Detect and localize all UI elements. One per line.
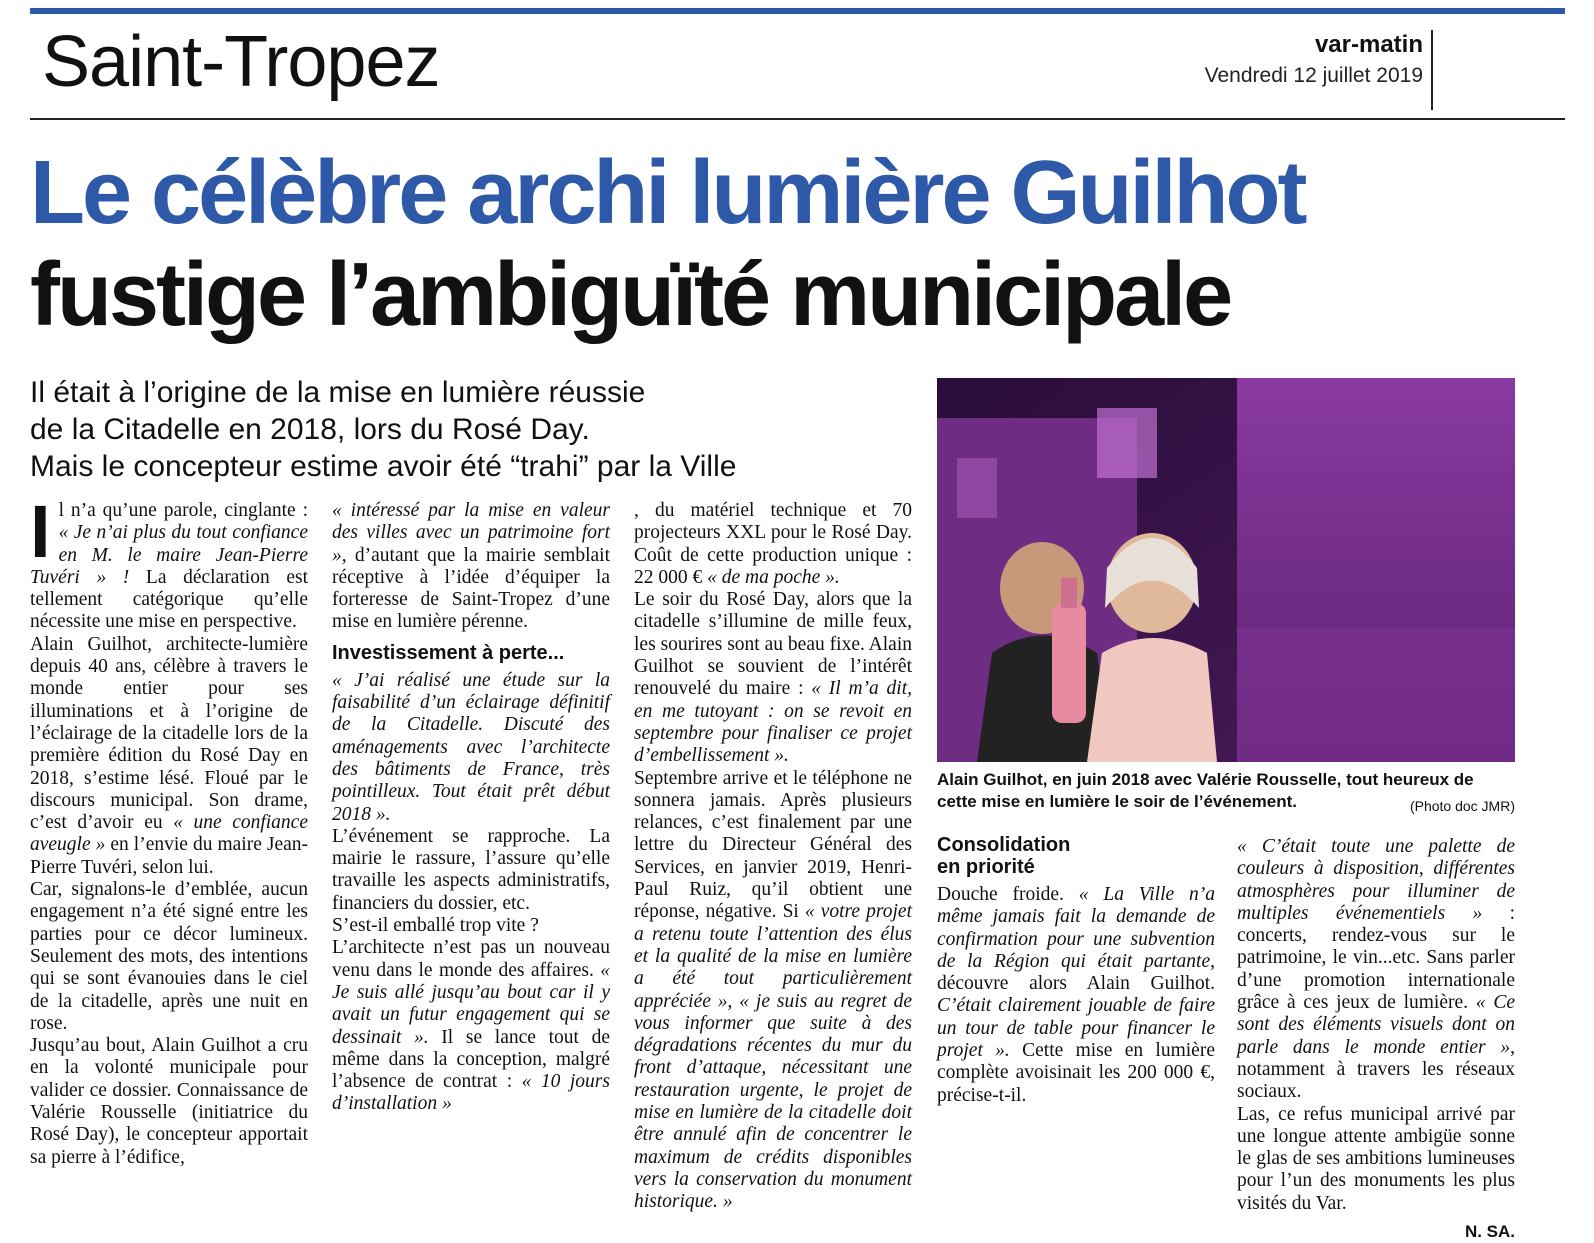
article-column-3 bbox=[634, 500, 912, 1214]
subheading-line-2: en priorité bbox=[937, 856, 1035, 878]
issue-date: Vendredi 12 juillet 2019 bbox=[1204, 64, 1423, 88]
standfirst-line-2: de la Citadelle en 2018, lors du Rosé Day. bbox=[30, 413, 590, 446]
paragraph-text: , bbox=[727, 990, 740, 1012]
quote: « de ma poche ». bbox=[707, 566, 840, 588]
paragraph-text: , du matériel technique et 70 projecteurs XXL pour le Rosé Day. Coût de cette production unique : 22 000 € bbox=[634, 500, 912, 588]
photo-caption bbox=[937, 769, 1515, 817]
headline-line-2: fustige l’ambiguïté municipale bbox=[30, 245, 1231, 345]
paragraph-text: Cette mise en lumière complète avoisinait les 200 000 €, précise-t-il. bbox=[937, 1040, 1215, 1106]
quote: « 10 jours d’installation » bbox=[332, 1071, 610, 1115]
standfirst bbox=[30, 374, 920, 485]
paragraph-text: , notamment à travers les réseaux sociaux. bbox=[1237, 1036, 1515, 1103]
subheading-line-1: Consolidation bbox=[937, 834, 1071, 856]
standfirst-line-1: Il était à l’origine de la mise en lumière réussie bbox=[30, 376, 646, 409]
author-signature: N. SA. bbox=[1464, 1222, 1515, 1242]
quote: « Ce sont des éléments visuels dont on parle dans le monde entier » bbox=[1237, 992, 1515, 1058]
quote: C’était clairement jouable de faire un tour de table pour financer le projet ». bbox=[937, 995, 1215, 1062]
paragraph-text: en l’envie du maire Jean-Pierre Tuvéri, selon lui. bbox=[30, 834, 308, 878]
paragraph: Car, signalons-le d’emblée, aucun engagement n’a été signé entre les parties pour ce décor lumineux. Seulement des mots, des intentions qui se sont évanouies dans le ciel de la citadelle, après une nuit en rose. bbox=[30, 879, 308, 1034]
photo-illustration bbox=[937, 378, 1515, 762]
article-column-2 bbox=[332, 500, 610, 1116]
paragraph-text: , découvre alors Alain Guilhot. bbox=[937, 950, 1215, 995]
paragraph: S’est-il emballé trop vite ? bbox=[332, 915, 539, 937]
paragraph-text: l n’a qu’une parole, cinglante : bbox=[58, 500, 308, 521]
quote: « votre projet a retenu toute l’attention des élus et la qualité de la mise en lumière a été tout particulièrement appréciée » bbox=[634, 901, 912, 1012]
paragraph-text: Jusqu’au bout, Alain Guilhot a cru en la volonté municipale pour valider ce dossier. Connaissance de Valérie Rousselle (initiatrice du Rosé Day), le concepteur apportait sa pierre à l’édifice, bbox=[30, 1035, 308, 1168]
quote: « Je n’ai plus du tout confiance en M. le maire Jean-Pierre Tuvéri » ! bbox=[30, 522, 308, 588]
standfirst-line-3: Mais le concepteur estime avoir été “trahi” par la Ville bbox=[30, 450, 737, 483]
quote: « Je suis allé jusqu’au bout car il y avait un futur engagement qui se dessinait ». bbox=[332, 959, 610, 1048]
paragraph-text: Alain Guilhot, architecte-lumière depuis 40 ans, célèbre à travers le monde entier pour ses illuminations et à l’origine de l’éclairage de la citadelle lors de la première édition du Rosé Day en 2018, s’estime lésé. Floué par le discours municipal. Son drame, c’est d’avoir eu bbox=[30, 633, 308, 834]
subheading-investissement: Investissement à perte... bbox=[332, 641, 565, 664]
article-column-5 bbox=[1237, 836, 1515, 1243]
caption-text: Alain Guilhot, en juin 2018 avec Valérie Rousselle, tout heureux de cette mise en lumière le soir de l’événement. bbox=[937, 770, 1474, 811]
paragraph-text: Septembre arrive et le téléphone ne sonnera jamais. Après plusieurs relances, c’est finalement par une lettre du Directeur Général des Services, en janvier 2019, Henri-Paul Ruiz, qu’il obtient une réponse, négative. Si bbox=[634, 767, 912, 923]
paragraph-text: Le soir du Rosé Day, alors que la citadelle s’illumine de mille feux, les sourires sont au beau fixe. Alain Guilhot se souvient de l’intérêt renouvelé du maire : bbox=[634, 589, 912, 700]
paragraph: Las, ce refus municipal arrivé par une longue attente ambigüe sonne le glas de ses ambitions lumineuses pour l’un des monuments les plus visités du Var. bbox=[1237, 1103, 1515, 1214]
quote: « La Ville n’a même jamais fait la demande de confirmation pour une subvention de la Région qui était partante bbox=[937, 884, 1215, 972]
quote: « Il m’a dit, en me tutoyant : on se revoit en septembre pour finaliser ce projet d’embellissement ». bbox=[634, 678, 912, 767]
paragraph-text: , d’autant que la mairie semblait réceptive à l’idée d’équiper la forteresse de Saint-Tropez d’une mise en lumière pérenne. bbox=[332, 544, 610, 633]
header-rule bbox=[30, 118, 1565, 120]
masthead bbox=[1205, 32, 1423, 88]
quote: « une confiance aveugle » bbox=[30, 812, 308, 856]
paragraph-text: L’architecte n’est pas un nouveau venu dans le monde des affaires. bbox=[332, 937, 610, 981]
photo-credit: (Photo doc JMR) bbox=[1409, 798, 1515, 814]
quote: « intéressé par la mise en valeur des villes avec un patrimoine fort » bbox=[332, 500, 610, 566]
newspaper-name: var-matin bbox=[1314, 31, 1423, 58]
paragraph-text: Il se lance tout de même dans la conception, malgré l’absence de contrat : bbox=[332, 1026, 611, 1093]
subheading-consolidation bbox=[937, 834, 1215, 878]
top-accent-bar bbox=[30, 8, 1565, 14]
article-column-1 bbox=[30, 490, 308, 1169]
headline-line-1: Le célèbre archi lumière Guilhot bbox=[30, 143, 1305, 243]
paragraph-text: : concerts, rendez-vous sur le patrimoine, le vin...etc. Sans parler d’une promotion internationale grâce à ces jeux de lumière. bbox=[1237, 902, 1515, 1014]
article-column-4 bbox=[937, 826, 1215, 1107]
article-photo bbox=[937, 378, 1515, 762]
paragraph-text: Douche froide. bbox=[937, 884, 1079, 905]
paragraph-text: La déclaration est tellement catégorique qu’elle nécessite une mise en perspective. bbox=[30, 566, 308, 633]
section-title: Saint-Tropez bbox=[42, 22, 440, 102]
headline bbox=[30, 142, 1565, 346]
quote: « je suis au regret de vous informer que suite à des dégradations récentes du mur du front d’attaque, nécessitant une restauration urgente, le projet de mise en lumière de la citadelle doit être annulé afin de concentrer le maximum de crédits disponibles vers la conservation du monument historique. » bbox=[634, 990, 912, 1213]
masthead-divider bbox=[1431, 30, 1433, 110]
quote: « C’était toute une palette de couleurs à disposition, différentes atmosphères pour illuminer de multiples événementiels » bbox=[1237, 836, 1515, 924]
dropcap: I bbox=[30, 490, 51, 573]
quote: « J’ai réalisé une étude sur la faisabilité d’un éclairage définitif de la Citadelle. Discuté des aménagements avec l’architecte des bâtiments de France, très pointilleux. Tout était prêt début 2018 ». bbox=[332, 669, 610, 825]
paragraph: L’événement se rapproche. La mairie le rassure, l’assure qu’elle travaille les aspects administratifs, financiers du dossier, etc. bbox=[332, 825, 610, 914]
